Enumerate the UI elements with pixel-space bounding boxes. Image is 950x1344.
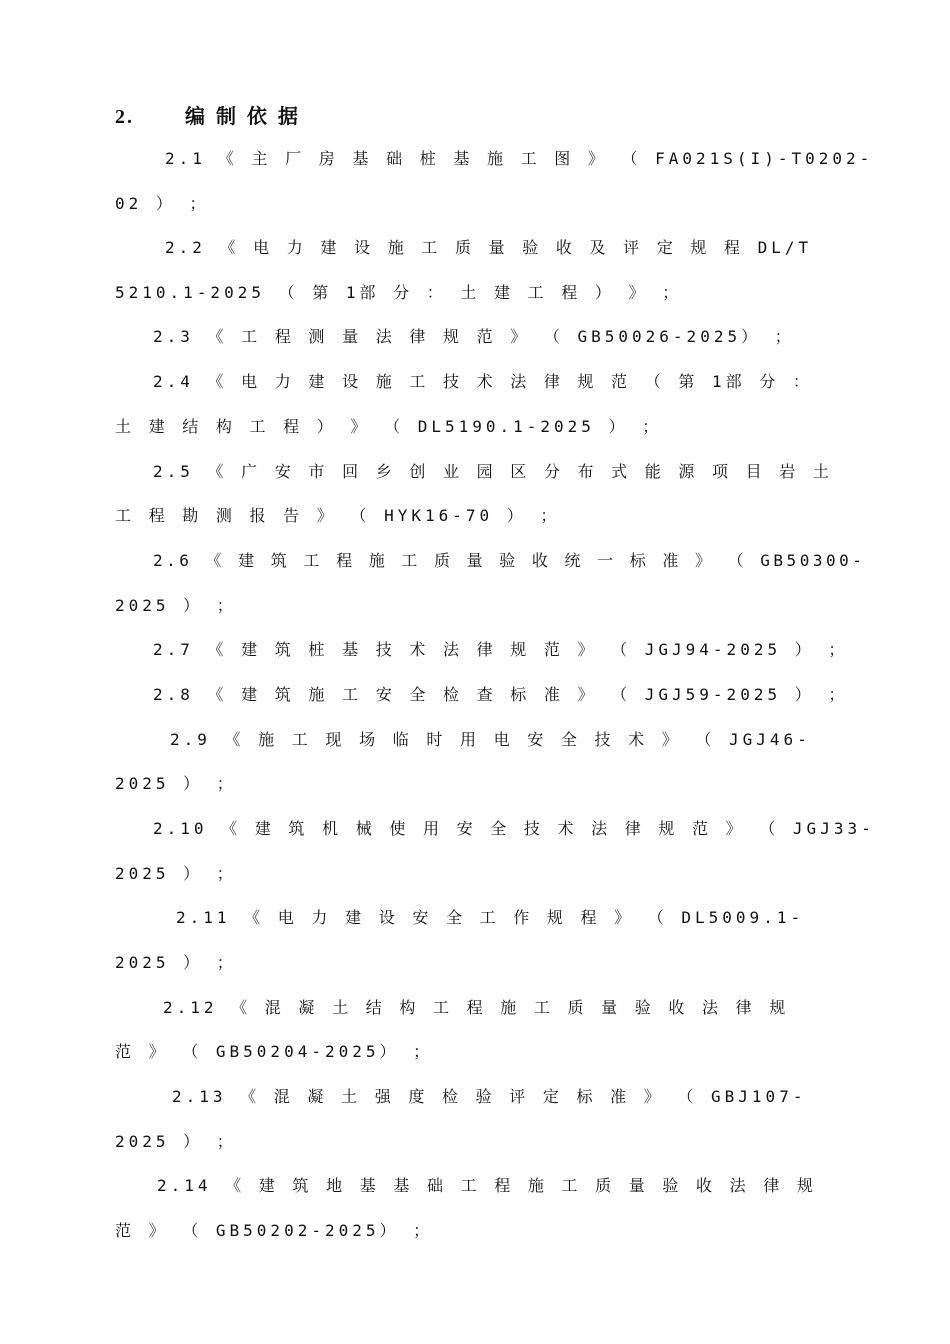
item-2-3-line1: 2.3 《 工 程 测 量 法 律 规 范 》 （ GB50026-2025） ； — [153, 327, 795, 346]
item-2-1-line1: 2.1 《 主 厂 房 基 础 桩 基 施 工 图 》 （ FA021S(I)-T0202- — [165, 149, 874, 168]
item-2-10-line2: 2025 ） ； — [115, 864, 237, 883]
item-2-10-line1: 2.10 《 建 筑 机 械 使 用 安 全 技 术 法 律 规 范 》 （ JGJ33- — [153, 819, 875, 838]
item-2-7-line1: 2.7 《 建 筑 桩 基 技 术 法 律 规 范 》 （ JGJ94-2025 ） ； — [153, 640, 849, 659]
item-2-12-line1: 2.12 《 混 凝 土 结 构 工 程 施 工 质 量 验 收 法 律 规 — [163, 998, 790, 1017]
item-2-11-line1: 2.11 《 电 力 建 设 安 全 工 作 规 程 》 （ DL5009.1- — [176, 908, 805, 927]
item-2-13-line1: 2.13 《 混 凝 土 强 度 检 验 评 定 标 准 》 （ GBJ107- — [172, 1087, 807, 1106]
item-2-14-line1: 2.14 《 建 筑 地 基 基 础 工 程 施 工 质 量 验 收 法 律 规 — [157, 1176, 817, 1195]
item-2-6-line2: 2025 ） ； — [115, 596, 237, 615]
item-2-1-line2: 02 ） ； — [115, 194, 210, 213]
item-2-2-line1: 2.2 《 电 力 建 设 施 工 质 量 验 收 及 评 定 规 程 DL/T — [165, 238, 813, 257]
item-2-12-line2: 范 》 （ GB50204-2025） ； — [115, 1042, 434, 1061]
item-2-4-line2: 土 建 结 构 工 程 ） 》 （ DL5190.1-2025 ） ； — [115, 417, 663, 436]
item-2-9-line1: 2.9 《 施 工 现 场 临 时 用 电 安 全 技 术 》 （ JGJ46- — [170, 730, 811, 749]
item-2-11-line2: 2025 ） ； — [115, 953, 237, 972]
section-number: 2. — [115, 106, 134, 128]
item-2-5-line2: 工 程 勘 测 报 告 》 （ HYK16-70 ） ； — [115, 506, 561, 525]
section-title: 编 制 依 据 — [185, 104, 300, 128]
item-2-8-line1: 2.8 《 建 筑 施 工 安 全 检 查 标 准 》 （ JGJ59-2025 ） ； — [153, 685, 849, 704]
item-2-13-line2: 2025 ） ； — [115, 1132, 237, 1151]
item-2-14-line2: 范 》 （ GB50202-2025） ； — [115, 1221, 434, 1240]
item-2-4-line1: 2.4 《 电 力 建 设 施 工 技 术 法 律 规 范 （ 第 1部 分 ： — [153, 372, 813, 391]
section-heading — [115, 100, 300, 129]
item-2-2-line2: 5210.1-2025 （ 第 1部 分 ： 土 建 工 程 ） 》 ； — [115, 283, 683, 302]
item-2-9-line2: 2025 ） ； — [115, 774, 237, 793]
item-2-6-line1: 2.6 《 建 筑 工 程 施 工 质 量 验 收 统 一 标 准 》 （ GB50300- — [153, 551, 866, 570]
item-2-5-line1: 2.5 《 广 安 市 回 乡 创 业 园 区 分 布 式 能 源 项 目 岩 土 — [153, 462, 833, 481]
